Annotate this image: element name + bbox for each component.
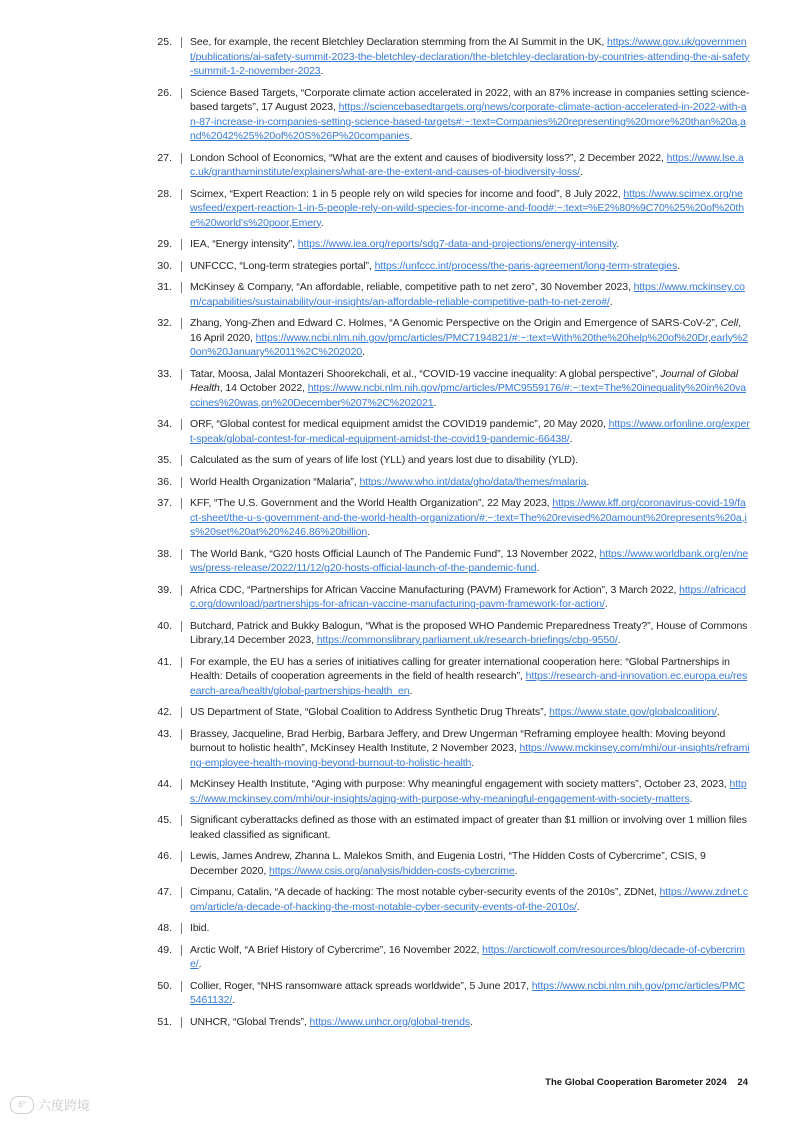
- endnote-period: .: [433, 396, 437, 409]
- endnote-text: [190, 813, 750, 842]
- endnote-link[interactable]: https://commonslibrary.parliament.uk/research-briefings/cbp-9550/: [316, 634, 618, 646]
- endnote-period: .: [569, 432, 573, 445]
- endnote-number: 46.: [157, 850, 172, 862]
- endnote-item: [0, 705, 793, 720]
- endnote-item: [0, 475, 793, 490]
- endnote-link[interactable]: https://www.zdnet.com/article/a-decade-of-hacking-the-most-notable-cyber-security-events-of-the-2010s/: [190, 886, 749, 913]
- endnote-number: 47.: [157, 886, 172, 898]
- endnote-number: 29.: [157, 238, 172, 250]
- endnote-number: 34.: [157, 418, 172, 430]
- endnote-number: 49.: [157, 943, 172, 956]
- endnote-item: [0, 777, 793, 806]
- endnote-number: 42.: [157, 706, 172, 718]
- endnote-divider: [181, 37, 182, 48]
- endnote-link[interactable]: https://www.mckinsey.com/mhi/our-insights/aging-with-purpose-why-meaningful-engagement-with-society-matters: [190, 778, 747, 805]
- endnote-text: [190, 705, 750, 720]
- endnote-item: [0, 496, 793, 540]
- endnote-citation: See, for example, the recent Bletchley Declaration stemming from the AI Summit in the UK,: [190, 36, 608, 48]
- endnote-number: 48.: [157, 922, 172, 934]
- endnote-period: .: [320, 216, 324, 229]
- endnote-text: [190, 943, 750, 972]
- endnote-citation: Lewis, James Andrew, Zhanna L. Malekos Smith, and Eugenia Lostri, “The Hidden Costs of Cybercrime”, CSIS, 9 December 2020,: [190, 850, 706, 877]
- endnote-divider: [181, 369, 182, 380]
- endnote-citation: IEA, “Energy intensity”,: [190, 238, 298, 250]
- endnote-citation: For example, the EU has a series of initiatives calling for greater international cooperation here: “Global Partnerships in Health: Details of cooperation agreements in the field of health research”,: [190, 655, 730, 682]
- endnote-text: [190, 727, 750, 771]
- endnote-text: [190, 849, 750, 878]
- endnote-divider: [181, 282, 182, 293]
- endnote-link[interactable]: https://www.ncbi.nlm.nih.gov/pmc/articles/PMC7194821/#:~:text=With%20the%20help%20of%20Dr,early%20on%20January%2011%2C%202020: [190, 331, 748, 358]
- endnote-citation: World Health Organization “Malaria”,: [190, 475, 360, 488]
- endnote-divider: [181, 549, 182, 560]
- page-number: 24: [737, 1077, 748, 1088]
- endnote-citation: London School of Economics, “What are the extent and causes of biodiversity loss?”, 2 December 2022,: [190, 151, 667, 164]
- endnote-divider: [181, 455, 182, 466]
- endnote-citation: Tatar, Moosa, Jalal Montazeri Shoorekchali, et al., “COVID-19 vaccine inequality: A global perspective”,: [190, 367, 661, 380]
- endnote-number: 32.: [157, 317, 172, 329]
- endnote-item: [0, 547, 793, 576]
- endnote-citation: Arctic Wolf, “A Brief History of Cybercrime”, 16 November 2022,: [190, 943, 483, 956]
- endnote-divider: [181, 189, 182, 200]
- endnote-divider: [181, 1017, 182, 1028]
- page-footer: [545, 1077, 748, 1088]
- endnote-number: 35.: [157, 454, 172, 466]
- endnote-citation: Calculated as the sum of years of life lost (YLL) and years lost due to disability (YLD).: [190, 454, 578, 466]
- endnote-item: [0, 187, 793, 231]
- endnote-text: [190, 151, 750, 180]
- endnote-citation: Zhang, Yong-Zhen and Edward C. Holmes, “A Genomic Perspective on the Origin and Emergence of SARS-CoV-2”,: [190, 317, 721, 329]
- endnote-link[interactable]: https://arcticwolf.com/resources/blog/decade-of-cybercrime/: [190, 943, 745, 970]
- endnote-citation: Science Based Targets, “Corporate climate action accelerated in 2022, with an 87% increase in companies setting science-based targets”, 17 August 2023,: [190, 86, 750, 113]
- endnote-period: .: [409, 684, 413, 697]
- watermark-logo-icon: 6°: [10, 1096, 34, 1114]
- endnote-item: [0, 813, 793, 842]
- footer-report-title: The Global Cooperation Barometer 2024: [545, 1077, 727, 1088]
- endnote-text: [190, 619, 750, 648]
- endnote-number: 51.: [157, 1015, 172, 1028]
- endnote-divider: [181, 261, 182, 272]
- endnote-number: 36.: [157, 475, 172, 488]
- endnote-divider: [181, 923, 182, 934]
- endnote-divider: [181, 945, 182, 956]
- endnote-divider: [181, 153, 182, 164]
- endnote-text: [190, 1015, 750, 1030]
- endnote-citation: Significant cyberattacks defined as those with an estimated impact of greater than $1 million or involving over 1 million files leaked classified as significant.: [190, 814, 747, 841]
- endnote-period: .: [362, 346, 365, 358]
- endnote-link[interactable]: https://www.csis.org/analysis/hidden-costs-cybercrime: [269, 864, 515, 877]
- endnote-divider: [181, 621, 182, 632]
- endnote-period: .: [198, 958, 202, 970]
- endnote-citation: US Department of State, “Global Coalition to Address Synthetic Drug Threats”,: [190, 706, 550, 718]
- endnote-citation: McKinsey Health Institute, “Aging with purpose: Why meaningful engagement with society matters”, October 23, 2023,: [190, 778, 730, 790]
- endnote-link[interactable]: https://www.state.gov/globalcoalition/: [549, 706, 717, 718]
- endnote-number: 38.: [157, 547, 172, 560]
- endnote-item: [0, 619, 793, 648]
- endnote-link[interactable]: https://www.orfonline.org/expert-speak/global-contest-for-medical-equipment-amidst-the-covid19-pandemic-66438/: [190, 418, 750, 445]
- endnote-text: [190, 777, 750, 806]
- endnote-text: [190, 187, 750, 231]
- endnote-text: [190, 453, 750, 468]
- endnote-text: [190, 921, 750, 936]
- endnote-item: [0, 151, 793, 180]
- endnote-period: .: [616, 238, 620, 250]
- endnote-period: .: [536, 562, 540, 574]
- endnote-period: .: [320, 65, 324, 77]
- endnote-item: [0, 316, 793, 360]
- endnote-number: 41.: [157, 655, 172, 668]
- watermark-text: 六度跨境: [38, 1098, 91, 1113]
- endnote-number: 44.: [157, 778, 172, 790]
- endnote-text: [190, 475, 750, 490]
- endnote-number: 33.: [157, 367, 172, 380]
- endnote-link[interactable]: https://www.unhcr.org/global-trends: [309, 1015, 471, 1028]
- endnote-citation: Brassey, Jacqueline, Brad Herbig, Barbara Jeffery, and Drew Ungerman “Reframing employee health: Moving beyond burnout to holistic health”, McKinsey Health Institute, 2 November 2023,: [190, 727, 726, 754]
- endnote-text: [190, 259, 750, 274]
- endnote-divider: [181, 887, 182, 898]
- endnote-number: 25.: [157, 36, 172, 48]
- endnote-item: [0, 237, 793, 252]
- endnote-item: [0, 849, 793, 878]
- endnote-item: [0, 979, 793, 1008]
- endnote-period: .: [471, 756, 475, 769]
- endnote-number: 26.: [157, 86, 172, 99]
- endnote-journal: Cell: [720, 317, 739, 329]
- watermark: [10, 1095, 90, 1114]
- endnote-link[interactable]: https://www.who.int/data/gho/data/themes/malaria: [359, 475, 587, 488]
- endnote-citation: Butchard, Patrick and Bukky Balogun, “What is the proposed WHO Pandemic Preparedness Treaty?”, House of Commons Library,14 December 2023,: [190, 619, 748, 646]
- endnote-divider: [181, 419, 182, 430]
- endnote-link[interactable]: https://unfccc.int/process/the-paris-agreement/long-term-strategies: [374, 259, 678, 272]
- endnote-number: 31.: [157, 281, 172, 293]
- endnote-link[interactable]: https://www.ncbi.nlm.nih.gov/pmc/articles/PMC9559176/#:~:text=The%20inequality%20in%20vaccines%20was,on%20December%207%2C%202021: [190, 382, 747, 409]
- endnote-text: [190, 655, 750, 699]
- endnote-period: .: [689, 792, 693, 805]
- endnote-text: [190, 417, 750, 446]
- endnote-text: [190, 280, 750, 309]
- endnote-item: [0, 885, 793, 914]
- endnote-number: 37.: [157, 497, 172, 509]
- endnote-text: [190, 885, 750, 914]
- endnote-period: .: [409, 130, 413, 142]
- endnote-link[interactable]: https://www.gov.uk/government/publications/ai-safety-summit-2023-the-bletchley-declaration/the-bletchley-declaration-by-countries-attending-the-ai-safety-summit-1-2-november-2023: [190, 36, 750, 77]
- endnote-item: [0, 417, 793, 446]
- endnote-divider: [181, 477, 182, 488]
- endnote-item: [0, 367, 793, 411]
- endnote-link[interactable]: https://www.ncbi.nlm.nih.gov/pmc/articles/PMC5461132/: [190, 979, 745, 1006]
- endnote-number: 39.: [157, 583, 172, 596]
- endnote-period: .: [677, 259, 681, 272]
- endnote-text: [190, 583, 750, 612]
- endnote-item: [0, 86, 793, 144]
- endnote-link[interactable]: https://www.worldbank.org/en/news/press-release/2022/11/12/g20-hosts-official-launch-of-the-pandemic-fund: [190, 547, 749, 574]
- endnote-item: [0, 259, 793, 274]
- endnote-item: [0, 655, 793, 699]
- endnote-link[interactable]: https://www.mckinsey.com/mhi/our-insights/reframing-employee-health-moving-beyond-burnout-to-holistic-health: [190, 742, 750, 769]
- endnote-link[interactable]: https://www.lse.ac.uk/granthaminstitute/explainers/what-are-the-extent-and-causes-of-biodiversity-loss/: [190, 151, 744, 178]
- endnote-item: [0, 453, 793, 468]
- endnote-citation: KFF, “The U.S. Government and the World Health Organization”, 22 May 2023,: [190, 497, 553, 509]
- endnote-citation: Scimex, “Expert Reaction: 1 in 5 people rely on wild species for income and food”, 8 July 2022,: [190, 187, 624, 200]
- endnote-divider: [181, 851, 182, 862]
- endnotes-list: [0, 35, 793, 1036]
- endnote-citation: UNHCR, “Global Trends”,: [190, 1015, 310, 1028]
- endnote-citation: Africa CDC, “Partnerships for African Vaccine Manufacturing (PAVM) Framework for Action”, 3 March 2022,: [190, 583, 680, 596]
- endnote-divider: [181, 981, 182, 992]
- endnote-number: 43.: [157, 727, 172, 740]
- endnote-period: .: [604, 598, 608, 610]
- endnote-divider: [181, 585, 182, 596]
- endnote-period: .: [470, 1015, 473, 1028]
- endnote-text: [190, 496, 750, 540]
- endnote-citation: ORF, “Global contest for medical equipment amidst the COVID19 pandemic”, 20 May 2020,: [190, 418, 609, 430]
- endnote-link[interactable]: https://www.iea.org/reports/sdg7-data-and-projections/energy-intensity: [297, 238, 617, 250]
- endnote-item: [0, 583, 793, 612]
- endnote-item: [0, 35, 793, 79]
- endnote-divider: [181, 707, 182, 718]
- endnote-number: 30.: [157, 259, 172, 272]
- endnote-divider: [181, 88, 182, 99]
- endnote-period: .: [576, 900, 580, 913]
- endnote-divider: [181, 779, 182, 790]
- endnote-item: [0, 943, 793, 972]
- endnote-item: [0, 1015, 793, 1030]
- endnote-date: , 16 April 2020,: [190, 317, 741, 344]
- endnote-period: .: [609, 295, 613, 308]
- endnote-number: 45.: [157, 814, 172, 826]
- endnote-citation: Ibid.: [190, 922, 210, 934]
- endnote-period: .: [367, 526, 371, 538]
- endnote-number: 50.: [157, 979, 172, 992]
- endnote-link[interactable]: https://africacdc.org/download/partnerships-for-african-vaccine-manufacturing-pavm-framework-for-action/: [190, 583, 746, 610]
- endnote-citation: Cimpanu, Catalin, “A decade of hacking: The most notable cyber-security events of the 2010s”, ZDNet,: [190, 886, 660, 898]
- endnote-text: [190, 316, 750, 360]
- endnote-citation: Collier, Roger, “NHS ransomware attack spreads worldwide”, 5 June 2017,: [190, 979, 532, 992]
- endnote-link[interactable]: https://www.mckinsey.com/capabilities/sustainability/our-insights/an-affordable-reliable-competitive-path-to-net-zero#/: [190, 281, 745, 308]
- endnote-period: .: [617, 634, 621, 646]
- endnote-link[interactable]: https://sciencebasedtargets.org/news/corporate-climate-action-accelerated-in-2022-with-an-87-increase-in-companies-setting-science-based-targets#:~:text=Companies%20representing%20more%20than%20a,and%2042%25%20of%20S%26P%20companies: [190, 101, 747, 142]
- endnote-period: .: [716, 706, 720, 718]
- endnote-citation: UNFCCC, “Long-term strategies portal”,: [190, 259, 375, 272]
- endnote-text: [190, 86, 750, 144]
- endnote-citation: The World Bank, “G20 hosts Official Launch of The Pandemic Fund”, 13 November 2022,: [190, 547, 600, 560]
- endnote-number: 28.: [157, 187, 172, 200]
- endnote-link[interactable]: https://research-and-innovation.ec.europa.eu/research-area/health/global-partnerships-health_en: [190, 670, 748, 697]
- endnote-number: 40.: [157, 619, 172, 632]
- endnote-item: [0, 280, 793, 309]
- endnote-period: .: [586, 475, 590, 488]
- endnote-divider: [181, 498, 182, 509]
- endnote-journal: Journal of Global Health: [190, 367, 739, 394]
- endnote-period: .: [514, 864, 518, 877]
- endnote-item: [0, 921, 793, 936]
- endnote-divider: [181, 657, 182, 668]
- endnote-divider: [181, 318, 182, 329]
- endnote-number: 27.: [157, 151, 172, 164]
- endnote-item: [0, 727, 793, 771]
- endnote-period: .: [580, 166, 583, 178]
- endnote-divider: [181, 729, 182, 740]
- endnote-text: [190, 979, 750, 1008]
- endnote-citation: McKinsey & Company, “An affordable, reliable, competitive path to net zero”, 30 November 2023,: [190, 281, 634, 293]
- endnote-text: [190, 237, 750, 252]
- endnote-period: .: [232, 994, 236, 1006]
- endnote-divider: [181, 815, 182, 826]
- endnote-text: [190, 547, 750, 576]
- endnote-link[interactable]: https://www.scimex.org/newsfeed/expert-reaction-1-in-5-people-rely-on-wild-species-for-income-and-food#:~:text=%E2%80%9C70%25%20of%20the%20world's%20poor,Emery: [190, 187, 744, 229]
- endnote-link[interactable]: https://www.kff.org/coronavirus-covid-19/fact-sheet/the-u-s-government-and-the-world-health-organization/#:~:text=The%20revised%20amount%20represents%20a,is%20set%20at%20%246.86%20billion: [190, 497, 747, 538]
- endnote-divider: [181, 239, 182, 250]
- endnote-date: , 14 October 2022,: [219, 382, 308, 394]
- endnote-text: [190, 367, 750, 411]
- endnote-text: [190, 35, 750, 79]
